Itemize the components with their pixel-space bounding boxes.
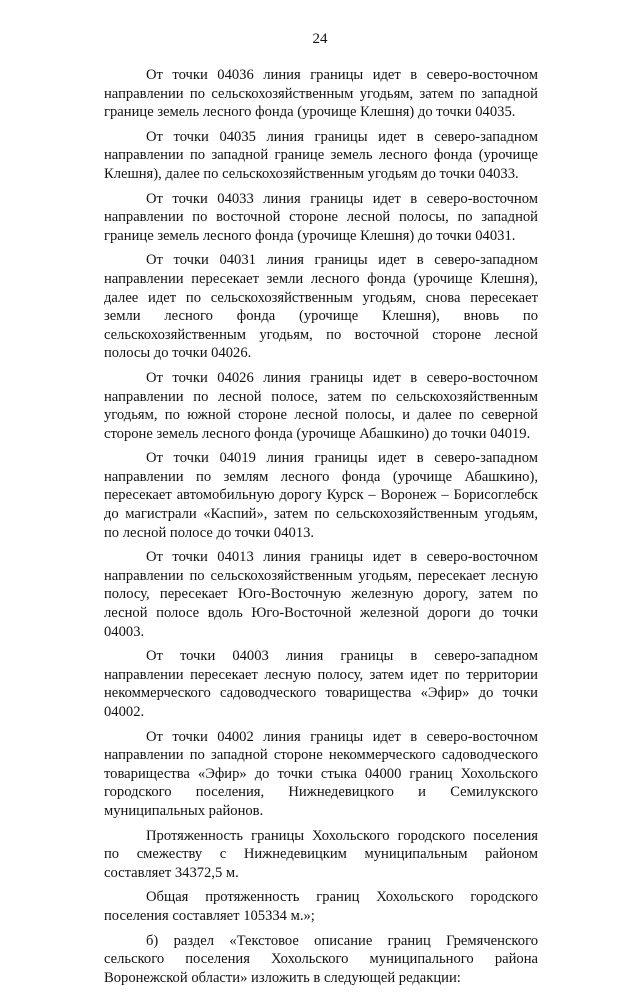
paragraph: От точки 04033 линия границы идет в северо-восточном направлении по восточной стороне лесной полосы, по западной границе земель лесного фонда (урочище Клешня) до точки 04031.	[104, 190, 538, 244]
paragraph: б) раздел «Текстовое описание границ Гремяченского сельского поселения Хохольского муниципального района Воронежской области» изложить в следующей редакции:	[104, 932, 538, 986]
paragraph: От точки 04002 линия границы идет в северо-восточном направлении по западной стороне некоммерческого садоводческого товарищества «Эфир» до точки стыка 04000 границ Хохольского городского поселения, Нижнедевицкого и Семилукского муниципальных районов.	[104, 728, 538, 819]
paragraph: От точки 04036 линия границы идет в северо-восточном направлении по сельскохозяйственным угодьям, затем по западной границе земель лесного фонда (урочище Клешня) до точки 04035.	[104, 67, 538, 121]
paragraph: От точки 04026 линия границы идет в северо-восточном направлении по лесной полосе, затем по сельскохозяйственным угодьям, по южной стороне лесной полосы, и далее по северной стороне земель лесного фонда (урочище Абашкино) до точки 04019.	[104, 369, 538, 442]
paragraph: От точки 04013 линия границы идет в северо-восточном направлении по сельскохозяйственным угодьям, пересекает лесную полосу, пересекает Юго-Восточную железную дорогу, затем по лесной полосе вдоль Юго-Восточной железной дороги до точки 04003.	[104, 549, 538, 640]
paragraph: Общая протяженность границ Хохольского городского поселения составляет 105334 м.»;	[104, 889, 538, 924]
paragraph: От точки 04031 линия границы идет в северо-западном направлении пересекает земли лесного фонда (урочище Клешня), далее идет по сельскохозяйственным угодьям, снова пересекает земли лесного фонда (урочище Клешня), вновь по сельскохозяйственным угодьям, по восточной стороне лесной полосы до точки 04026.	[104, 252, 538, 362]
page-number: 24	[312, 31, 328, 47]
document-body	[104, 66, 538, 993]
paragraph: Протяженность границы Хохольского городского поселения по смежеству с Нижнедевицким муниципальным районом составляет 34372,5 м.	[104, 827, 538, 881]
paragraph: От точки 04019 линия границы идет в северо-западном направлении по землям лесного фонда (урочище Абашкино), пересекает автомобильную дорогу Курск – Воронеж – Борисоглебск до магистрали «Каспий», затем по сельскохозяйственным угодьям, по лесной полосе до точки 04013.	[104, 450, 538, 541]
paragraph: От точки 04003 линия границы в северо-западном направлении пересекает лесную полосу, затем идет по территории некоммерческого садоводческого товарищества «Эфир» до точки 04002.	[104, 648, 538, 720]
paragraph: От точки 04035 линия границы идет в северо-западном направлении по западной границе земель лесного фонда (урочище Клешня), далее по сельскохозяйственным угодьям до точки 04033.	[104, 128, 538, 182]
